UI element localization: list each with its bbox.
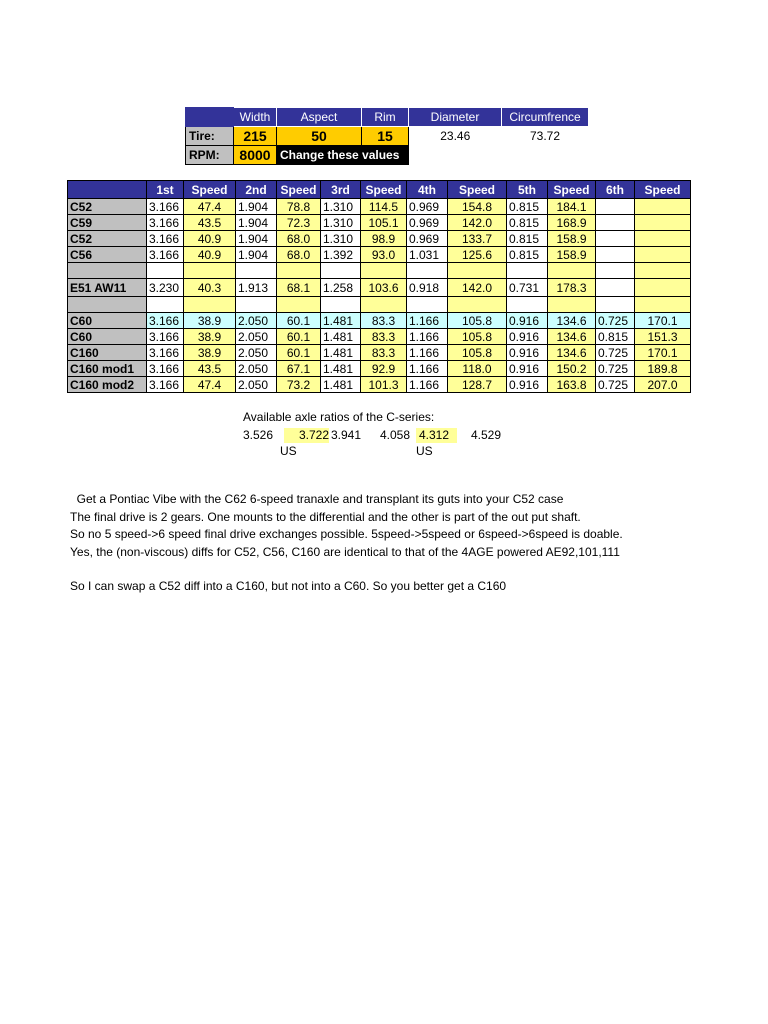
speed-cell: 189.8: [635, 361, 691, 377]
ratio-cell: [507, 297, 548, 313]
tire-width-input[interactable]: 215: [234, 127, 277, 146]
ratio-cell: 3.166: [147, 377, 184, 393]
speed-cell: 158.9: [548, 231, 596, 247]
ratio-cell: 1.310: [321, 231, 361, 247]
speed-cell: 47.4: [184, 377, 236, 393]
model-name-cell: C52: [68, 199, 147, 215]
speed-cell: [635, 215, 691, 231]
table-row: [68, 231, 691, 247]
speed-cell: [184, 263, 236, 279]
ratio-cell: 0.725: [596, 377, 635, 393]
ratio-cell: 0.918: [407, 279, 448, 297]
us-label: US: [280, 444, 297, 458]
ratio-cell: [596, 297, 635, 313]
speed-cell: 142.0: [448, 279, 507, 297]
axle-ratios-title: Available axle ratios of the C-series:: [243, 410, 435, 424]
ratio-cell: 3.166: [147, 215, 184, 231]
speed-cell: 134.6: [548, 329, 596, 345]
ratio-cell: 0.815: [596, 329, 635, 345]
gear-header-cell: 1st: [147, 181, 184, 199]
gear-header-cell: Speed: [184, 181, 236, 199]
aspect-header: Aspect: [277, 108, 362, 127]
gear-header-cell: Speed: [361, 181, 407, 199]
speed-cell: 93.0: [361, 247, 407, 263]
ratio-cell: 0.916: [507, 377, 548, 393]
speed-cell: [548, 297, 596, 313]
ratio-cell: 2.050: [236, 345, 277, 361]
ratio-cell: 2.050: [236, 377, 277, 393]
speed-cell: 68.0: [277, 231, 321, 247]
speed-cell: 128.7: [448, 377, 507, 393]
ratio-cell: 0.916: [507, 313, 548, 329]
speed-cell: 105.8: [448, 345, 507, 361]
ratio-cell: 1.904: [236, 215, 277, 231]
ratio-cell: [321, 263, 361, 279]
ratio-cell: 0.969: [407, 215, 448, 231]
ratio-cell: [147, 297, 184, 313]
speed-cell: [635, 297, 691, 313]
ratio-cell: 3.166: [147, 329, 184, 345]
axle-ratio-value: 4.058: [380, 428, 411, 442]
ratio-cell: [321, 297, 361, 313]
axle-ratio-value-highlighted: 4.312: [416, 428, 457, 443]
table-row: [68, 279, 691, 297]
ratio-cell: [147, 263, 184, 279]
model-name-cell: [68, 297, 147, 313]
speed-cell: 83.3: [361, 313, 407, 329]
change-values-note: Change these values: [277, 146, 409, 165]
speed-cell: 47.4: [184, 199, 236, 215]
ratio-cell: [407, 263, 448, 279]
speed-cell: 134.6: [548, 313, 596, 329]
gear-header-cell: 3rd: [321, 181, 361, 199]
corner-cell: [186, 108, 234, 127]
speed-cell: 83.3: [361, 345, 407, 361]
ratio-cell: 1.392: [321, 247, 361, 263]
ratio-cell: 1.310: [321, 199, 361, 215]
speed-cell: [361, 297, 407, 313]
tire-rim-input[interactable]: 15: [362, 127, 409, 146]
speed-cell: 114.5: [361, 199, 407, 215]
speed-cell: 68.0: [277, 247, 321, 263]
table-row: [68, 313, 691, 329]
speed-cell: 168.9: [548, 215, 596, 231]
speed-cell: [635, 231, 691, 247]
ratio-cell: 1.166: [407, 361, 448, 377]
model-name-cell: C160 mod1: [68, 361, 147, 377]
note-line: Get a Pontiac Vibe with the C62 6-speed tranaxle and transplant its guts into your C52 case: [70, 492, 564, 506]
ratio-cell: 2.050: [236, 361, 277, 377]
ratio-cell: 0.725: [596, 345, 635, 361]
speed-cell: 118.0: [448, 361, 507, 377]
speed-cell: 184.1: [548, 199, 596, 215]
speed-cell: 40.9: [184, 247, 236, 263]
ratio-cell: 3.166: [147, 313, 184, 329]
ratio-cell: 0.815: [507, 247, 548, 263]
ratio-cell: 0.969: [407, 199, 448, 215]
rpm-input[interactable]: 8000: [234, 146, 277, 165]
speed-cell: [361, 263, 407, 279]
speed-cell: 60.1: [277, 313, 321, 329]
rim-header: Rim: [362, 108, 409, 127]
table-row: [68, 345, 691, 361]
speed-cell: 103.6: [361, 279, 407, 297]
ratio-cell: [236, 297, 277, 313]
ratio-cell: [596, 263, 635, 279]
ratio-cell: 0.916: [507, 329, 548, 345]
gear-header-cell: Speed: [448, 181, 507, 199]
speed-cell: [635, 199, 691, 215]
table-row: [68, 215, 691, 231]
speed-cell: 207.0: [635, 377, 691, 393]
model-name-cell: C160 mod2: [68, 377, 147, 393]
gear-header-cell: Speed: [277, 181, 321, 199]
ratio-cell: [596, 231, 635, 247]
table-row: [68, 199, 691, 215]
gear-header-cell: 6th: [596, 181, 635, 199]
gear-header-cell: 2nd: [236, 181, 277, 199]
ratio-cell: 0.916: [507, 361, 548, 377]
ratio-cell: 3.166: [147, 345, 184, 361]
speed-cell: 60.1: [277, 329, 321, 345]
tire-circumference-value: 73.72: [529, 129, 561, 144]
ratio-cell: 3.230: [147, 279, 184, 297]
us-label: US: [416, 444, 433, 458]
speed-cell: 163.8: [548, 377, 596, 393]
axle-ratio-value: 3.941: [331, 428, 362, 442]
speed-cell: 170.1: [635, 345, 691, 361]
speed-cell: [548, 263, 596, 279]
note-line: So no 5 speed->6 speed final drive exchanges possible. 5speed->5speed or 6speed->6speed is doable.: [70, 527, 623, 541]
model-name-cell: C60: [68, 329, 147, 345]
speed-cell: 43.5: [184, 215, 236, 231]
ratio-cell: 0.916: [507, 345, 548, 361]
speed-cell: [635, 263, 691, 279]
ratio-cell: 1.031: [407, 247, 448, 263]
speed-cell: 43.5: [184, 361, 236, 377]
ratio-cell: 0.725: [596, 361, 635, 377]
gear-header-cell: Speed: [548, 181, 596, 199]
table-row: [68, 329, 691, 345]
speed-cell: 151.3: [635, 329, 691, 345]
ratio-cell: 1.481: [321, 377, 361, 393]
speed-cell: 67.1: [277, 361, 321, 377]
speed-cell: [277, 263, 321, 279]
tire-label: Tire:: [186, 127, 234, 146]
ratio-cell: [596, 199, 635, 215]
table-row: [68, 263, 691, 279]
speed-cell: 73.2: [277, 377, 321, 393]
ratio-cell: 3.166: [147, 231, 184, 247]
model-name-cell: C60: [68, 313, 147, 329]
speed-cell: 154.8: [448, 199, 507, 215]
ratio-cell: 1.258: [321, 279, 361, 297]
speed-cell: [448, 263, 507, 279]
ratio-cell: [407, 297, 448, 313]
rpm-label: RPM:: [186, 146, 234, 165]
speed-cell: [277, 297, 321, 313]
note-line: Yes, the (non-viscous) diffs for C52, C56, C160 are identical to that of the 4AGE powered AE92,101,111: [70, 544, 620, 559]
speed-cell: 142.0: [448, 215, 507, 231]
ratio-cell: 1.481: [321, 313, 361, 329]
notes-section: [70, 491, 710, 596]
diameter-header: Diameter: [409, 108, 502, 127]
ratio-cell: [596, 279, 635, 297]
speed-cell: 134.6: [548, 345, 596, 361]
gear-header-cell: Speed: [635, 181, 691, 199]
speed-cell: [635, 247, 691, 263]
ratio-cell: 1.481: [321, 361, 361, 377]
speed-cell: 72.3: [277, 215, 321, 231]
ratio-cell: [507, 263, 548, 279]
ratio-cell: 2.050: [236, 313, 277, 329]
speed-cell: 60.1: [277, 345, 321, 361]
ratio-cell: 2.050: [236, 329, 277, 345]
ratio-cell: 1.904: [236, 247, 277, 263]
ratio-cell: 1.166: [407, 377, 448, 393]
ratio-cell: 1.166: [407, 313, 448, 329]
speed-cell: 68.1: [277, 279, 321, 297]
ratio-cell: 0.815: [507, 199, 548, 215]
gear-table-header-row: [68, 181, 691, 199]
ratio-cell: 0.731: [507, 279, 548, 297]
model-name-cell: C56: [68, 247, 147, 263]
circumference-header: Circumfrence: [502, 108, 589, 127]
speed-cell: [448, 297, 507, 313]
table-row: [68, 361, 691, 377]
gear-ratio-table: [67, 180, 691, 393]
speed-cell: 125.6: [448, 247, 507, 263]
speed-cell: 170.1: [635, 313, 691, 329]
speed-cell: 158.9: [548, 247, 596, 263]
ratio-cell: [236, 263, 277, 279]
note-line: The final drive is 2 gears. One mounts to the differential and the other is part of the out put shaft.: [70, 509, 581, 524]
ratio-cell: 3.166: [147, 361, 184, 377]
model-name-cell: C59: [68, 215, 147, 231]
ratio-cell: 0.969: [407, 231, 448, 247]
axle-ratio-value: 3.526: [243, 428, 274, 442]
model-header-cell: [68, 181, 147, 199]
model-name-cell: E51 AW11: [68, 279, 147, 297]
ratio-cell: 1.904: [236, 199, 277, 215]
table-row: [68, 377, 691, 393]
ratio-cell: 1.166: [407, 345, 448, 361]
width-header: Width: [234, 108, 277, 127]
ratio-cell: [596, 247, 635, 263]
ratio-cell: [596, 215, 635, 231]
ratio-cell: 3.166: [147, 247, 184, 263]
note-line: So I can swap a C52 diff into a C160, but not into a C60. So you better get a C160: [70, 579, 507, 593]
model-name-cell: [68, 263, 147, 279]
speed-cell: 78.8: [277, 199, 321, 215]
ratio-cell: 1.481: [321, 329, 361, 345]
speed-cell: 133.7: [448, 231, 507, 247]
gear-header-cell: 4th: [407, 181, 448, 199]
speed-cell: 105.1: [361, 215, 407, 231]
axle-ratio-value-highlighted: 3.722: [284, 428, 329, 443]
speed-cell: 83.3: [361, 329, 407, 345]
ratio-cell: 1.310: [321, 215, 361, 231]
speed-cell: 98.9: [361, 231, 407, 247]
speed-cell: [635, 279, 691, 297]
speed-cell: 101.3: [361, 377, 407, 393]
table-row: [68, 247, 691, 263]
model-name-cell: C160: [68, 345, 147, 361]
ratio-cell: 1.166: [407, 329, 448, 345]
tire-aspect-input[interactable]: 50: [277, 127, 362, 146]
speed-cell: 178.3: [548, 279, 596, 297]
axle-ratio-value: 4.529: [471, 428, 502, 442]
ratio-cell: 0.815: [507, 231, 548, 247]
ratio-cell: 0.815: [507, 215, 548, 231]
speed-cell: 40.9: [184, 231, 236, 247]
ratio-cell: 3.166: [147, 199, 184, 215]
ratio-cell: 1.913: [236, 279, 277, 297]
ratio-cell: 1.481: [321, 345, 361, 361]
speed-cell: [184, 297, 236, 313]
tire-diameter-value: 23.46: [440, 129, 471, 144]
ratio-cell: 0.725: [596, 313, 635, 329]
speed-cell: 92.9: [361, 361, 407, 377]
tire-input-table: [185, 107, 589, 165]
speed-cell: 150.2: [548, 361, 596, 377]
ratio-cell: 1.904: [236, 231, 277, 247]
speed-cell: 105.8: [448, 329, 507, 345]
speed-cell: 40.3: [184, 279, 236, 297]
gear-header-cell: 5th: [507, 181, 548, 199]
speed-cell: 105.8: [448, 313, 507, 329]
speed-cell: 38.9: [184, 329, 236, 345]
speed-cell: 38.9: [184, 313, 236, 329]
speed-cell: 38.9: [184, 345, 236, 361]
table-row: [68, 297, 691, 313]
model-name-cell: C52: [68, 231, 147, 247]
